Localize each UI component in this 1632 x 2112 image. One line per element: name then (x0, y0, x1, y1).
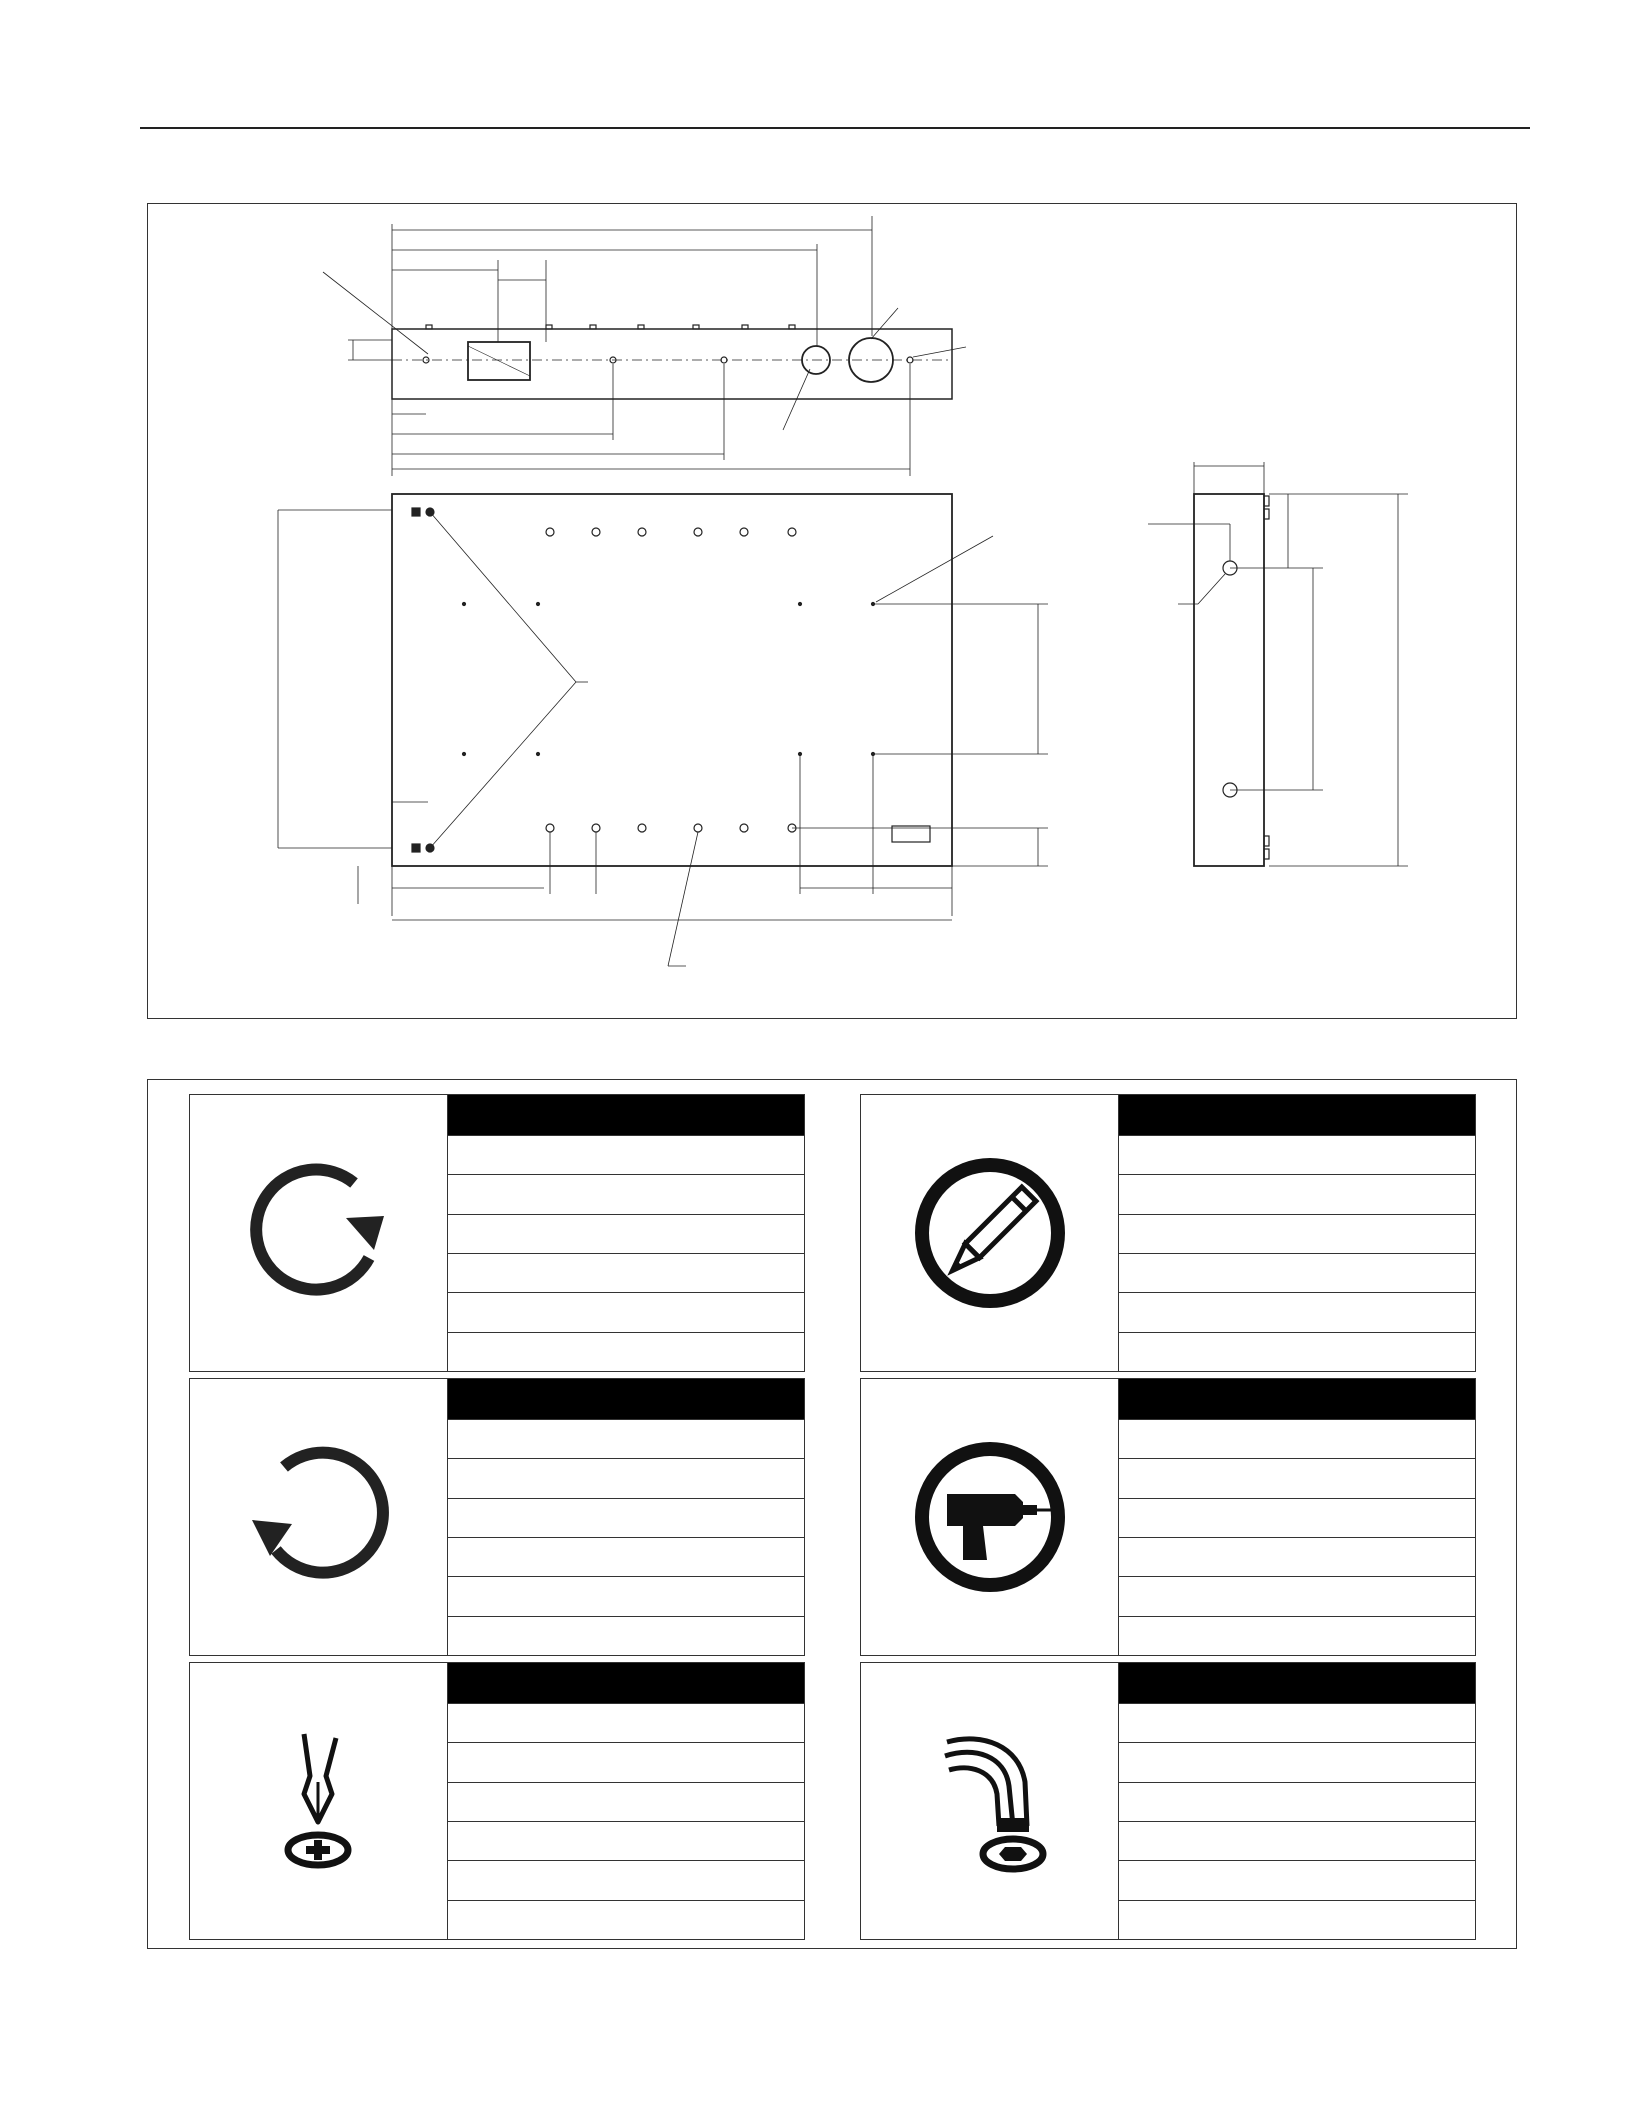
tool-table-row (1119, 1703, 1475, 1742)
tool-table-header (1119, 1095, 1475, 1135)
tool-table-row (448, 1537, 804, 1576)
tool-card-hex-key (860, 1662, 1476, 1940)
top-view (323, 216, 966, 476)
pencil-icon (905, 1148, 1075, 1318)
tool-table-row (448, 1135, 804, 1174)
tool-table-row (1119, 1253, 1475, 1292)
tool-table-row (1119, 1135, 1475, 1174)
tool-table (448, 1663, 804, 1939)
tool-table (448, 1379, 804, 1655)
tool-card-pencil (860, 1094, 1476, 1372)
dimension-drawing (148, 204, 1518, 1020)
tool-table-row (448, 1498, 804, 1537)
tool-table-row (1119, 1900, 1475, 1939)
rotate-counterclockwise-icon (234, 1432, 404, 1602)
power-drill-icon (905, 1432, 1075, 1602)
tool-table-header (1119, 1663, 1475, 1703)
tool-table-row (1119, 1498, 1475, 1537)
header-rule (140, 127, 1530, 129)
tool-table-row (448, 1419, 804, 1458)
tool-table-row (1119, 1742, 1475, 1781)
tool-table (1119, 1095, 1475, 1371)
tool-table-row (1119, 1860, 1475, 1899)
tool-table-row (1119, 1537, 1475, 1576)
front-view (278, 494, 1048, 966)
tool-table-row (448, 1214, 804, 1253)
tool-icon-cell (861, 1379, 1119, 1655)
dimension-drawing-panel (147, 203, 1517, 1019)
tool-table-row (448, 1332, 804, 1371)
tool-table-row (1119, 1616, 1475, 1655)
tool-icon-cell (190, 1379, 448, 1655)
tool-card-power-drill (860, 1378, 1476, 1656)
tool-table-row (448, 1742, 804, 1781)
tool-icon-cell (861, 1663, 1119, 1939)
tool-table-row (448, 1616, 804, 1655)
tool-card-phillips-screwdriver (189, 1662, 805, 1940)
hex-key-icon (905, 1716, 1075, 1886)
tool-table-row (1119, 1576, 1475, 1615)
tool-table-row (448, 1458, 804, 1497)
tool-table (1119, 1379, 1475, 1655)
tool-table-row (1119, 1292, 1475, 1331)
tool-table-row (448, 1292, 804, 1331)
tool-table-row (1119, 1419, 1475, 1458)
tool-table-row (448, 1782, 804, 1821)
tool-icon-cell (861, 1095, 1119, 1371)
tool-icon-cell (190, 1663, 448, 1939)
tool-icon-cell (190, 1095, 448, 1371)
phillips-screwdriver-icon (234, 1716, 404, 1886)
tool-table-row (448, 1576, 804, 1615)
tool-table (1119, 1663, 1475, 1939)
side-view (1148, 462, 1408, 866)
tool-table-row (448, 1821, 804, 1860)
tool-table-header (448, 1095, 804, 1135)
tool-table-row (1119, 1782, 1475, 1821)
tool-table-row (448, 1900, 804, 1939)
tool-table-row (1119, 1821, 1475, 1860)
tool-table-row (1119, 1332, 1475, 1371)
rotate-clockwise-icon (234, 1148, 404, 1318)
tool-table-header (448, 1379, 804, 1419)
tool-table-row (448, 1174, 804, 1213)
tool-table-row (448, 1860, 804, 1899)
tool-table-header (1119, 1379, 1475, 1419)
tool-table-row (1119, 1458, 1475, 1497)
tool-table-row (1119, 1174, 1475, 1213)
tool-table-row (448, 1253, 804, 1292)
tools-panel (147, 1079, 1517, 1949)
tool-table-row (448, 1703, 804, 1742)
tool-card-rotate-clockwise (189, 1094, 805, 1372)
tool-table-row (1119, 1214, 1475, 1253)
tool-card-rotate-counterclockwise (189, 1378, 805, 1656)
tool-table (448, 1095, 804, 1371)
tool-table-header (448, 1663, 804, 1703)
